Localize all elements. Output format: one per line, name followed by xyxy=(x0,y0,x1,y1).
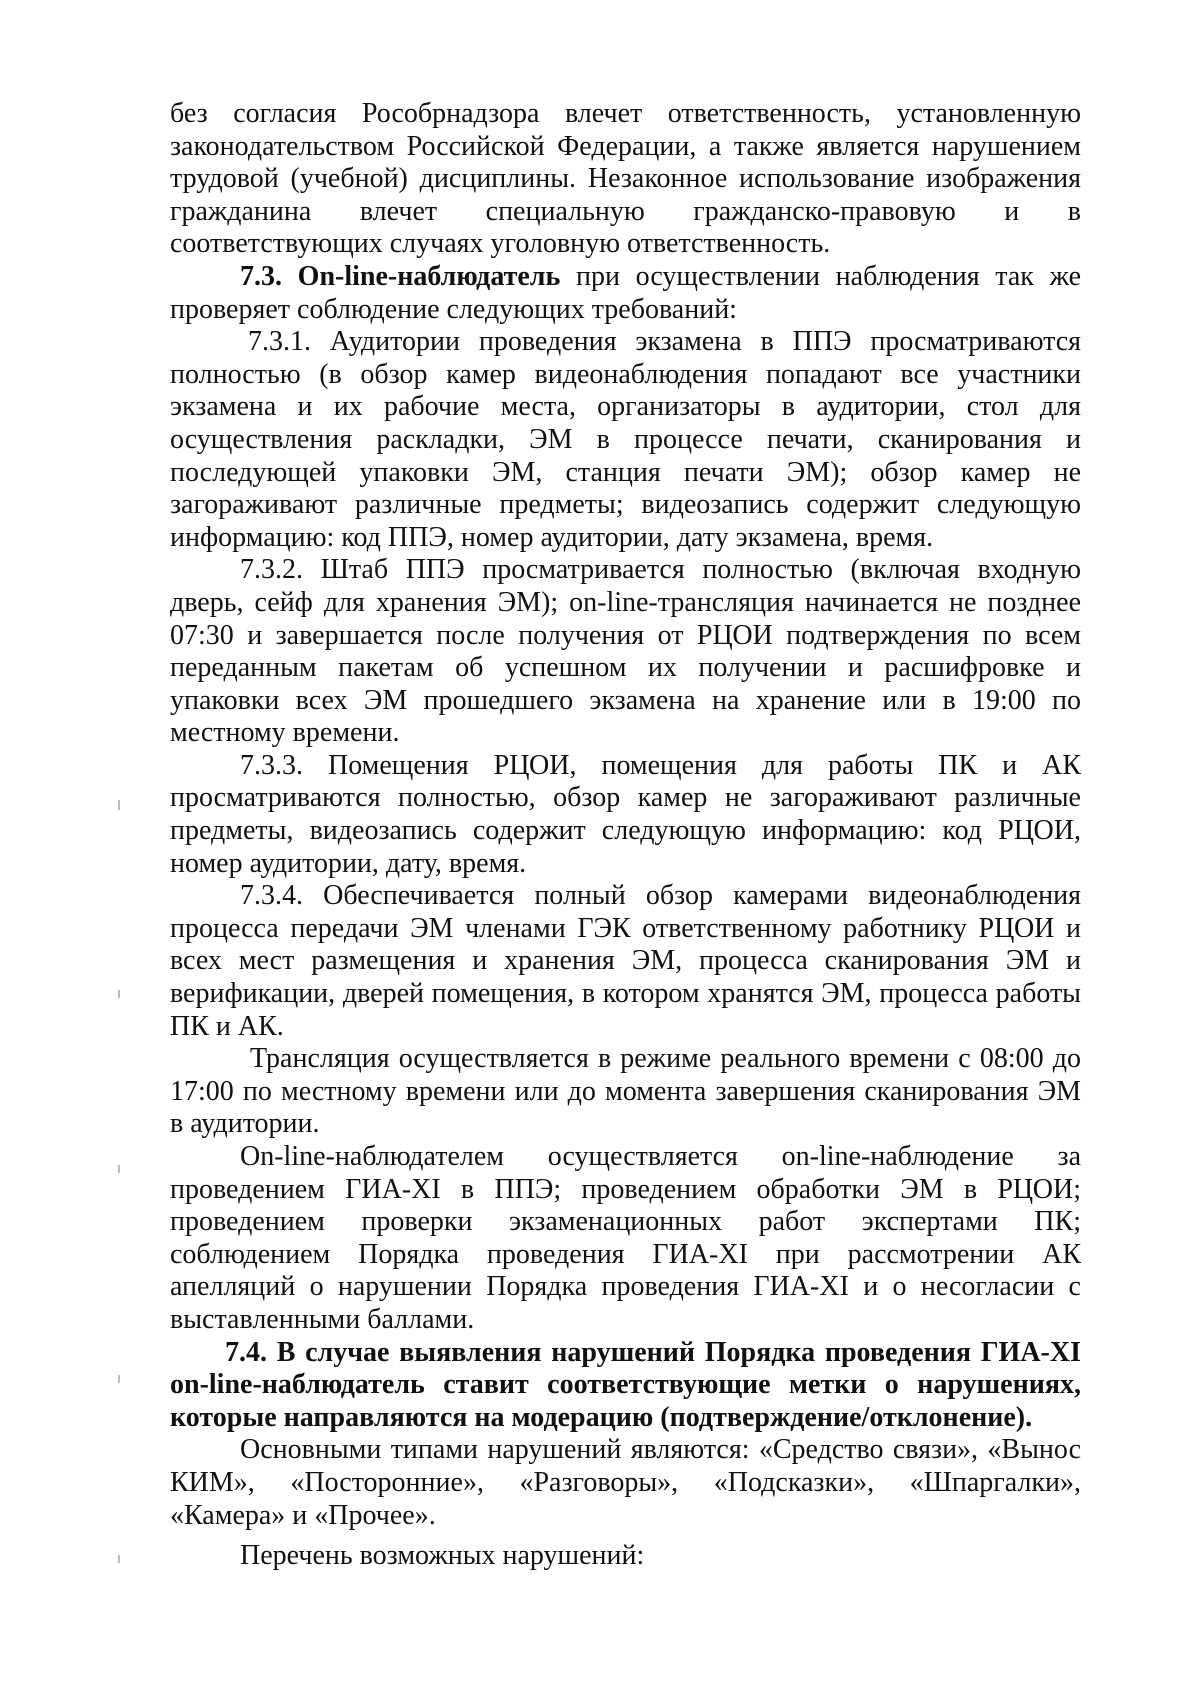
paragraph-observer: On-line-наблюдателем осуществляется on-line-наблюдение за проведением ГИА-XI в ППЭ; проведением обработки ЭМ в РЦОИ; проведением проверки экзаменационных работ экспертами ПК; соблюдением Порядка проведения ГИА-XI при рассмотрении АК апелляций о нарушении Порядка проведения ГИА-XI и о несогласии с выставленными баллами. xyxy=(170,1141,1081,1335)
paragraph-violation-types: Основными типами нарушений являются: «Средство связи», «Вынос КИМ», «Посторонние», «Разговоры», «Подсказки», «Шпаргалки», «Камера» и «Прочее». xyxy=(170,1434,1081,1531)
paragraph-consent: без согласия Рособрнадзора влечет ответственность, установленную законодательством Российской Федерации, а также является нарушением трудовой (учебной) дисциплины. Незаконное использование изображения гражданина влечет специальную гражданско-правовую и в соответствующих случаях уголовную ответственность. xyxy=(170,98,1081,260)
paragraph-7-4: 7.4. В случае выявления нарушений Порядка проведения ГИА-XI on-line-наблюдатель ставит соответствующие метки о нарушениях, которые направляются на модерацию (подтверждение/отклонение). xyxy=(170,1336,1081,1433)
scan-artifact xyxy=(118,1165,120,1173)
paragraph-7-3-4: 7.3.4. Обеспечивается полный обзор камерами видеонаблюдения процесса передачи ЭМ членами ГЭК ответственному работнику РЦОИ и всех мест размещения и хранения ЭМ, процесса сканирования ЭМ и верификации, дверей помещения, в котором хранятся ЭМ, процесса работы ПК и АК. xyxy=(170,880,1081,1042)
section-heading-7-3: 7.3. On-line-наблюдатель xyxy=(240,260,561,292)
scan-artifact xyxy=(118,800,120,810)
paragraph-7-3-2: 7.3.2. Штаб ППЭ просматривается полностью (включая входную дверь, сейф для хранения ЭМ); on-line-трансляция начинается не позднее 07:30 и завершается после получения от РЦОИ подтверждения по всем переданным пакетам об успешном их получении и расшифровке и упаковки всех ЭМ прошедшего экзамена на хранение или в 19:00 по местному времени. xyxy=(170,554,1081,749)
paragraph-7-3 xyxy=(170,261,1081,326)
paragraph-translation: Трансляция осуществляется в режиме реального времени с 08:00 до 17:00 по местному времени или до момента завершения сканирования ЭМ в аудитории. xyxy=(170,1043,1081,1140)
paragraph-7-3-1: 7.3.1. Аудитории проведения экзамена в ППЭ просматриваются полностью (в обзор камер видеонаблюдения попадают все участники экзамена и их рабочие места, организаторы в аудитории, стол для осуществления раскладки, ЭМ в процессе печати, сканирования и последующей упаковки ЭМ, станция печати ЭМ); обзор камер не загораживают различные предметы; видеозапись содержит следующую информацию: код ППЭ, номер аудитории, дату экзамена, время. xyxy=(170,326,1081,553)
paragraph-7-3-3: 7.3.3. Помещения РЦОИ, помещения для работы ПК и АК просматриваются полностью, обзор камер не загораживают различные предметы, видеозапись содержит следующую информацию: код РЦОИ, номер аудитории, дату, время. xyxy=(170,749,1081,879)
section-text-7-3: при осуществлении наблюдения так же проверяет соблюдение следующих требований: xyxy=(170,260,1081,325)
scan-artifact xyxy=(118,990,120,998)
scan-artifact xyxy=(118,1555,120,1563)
paragraph-violation-list-intro: Перечень возможных нарушений: xyxy=(240,1540,645,1572)
scan-artifact xyxy=(118,1375,120,1383)
document-body xyxy=(170,98,1081,1573)
